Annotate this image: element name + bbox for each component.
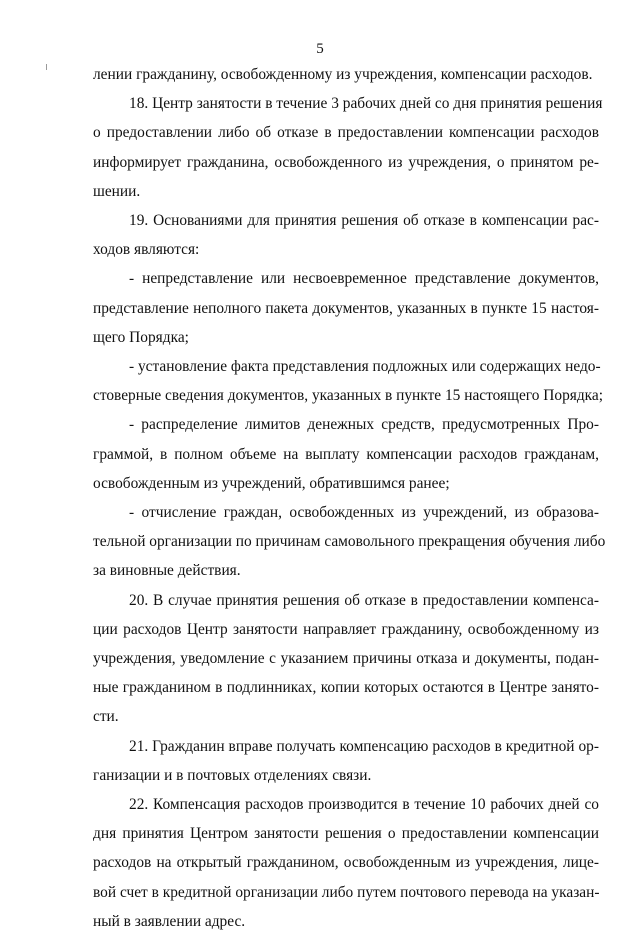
- page-number: 5: [316, 41, 324, 57]
- text-line: информирует гражданина, освобожденного из учреждения, о принятом ре-: [93, 153, 599, 171]
- text-line: тельной организации по причинам самовольного прекращения обучения либо: [93, 533, 606, 551]
- text-line: представление неполного пакета документов, указанных в пункте 15 настоя-: [93, 299, 599, 317]
- text-line: ции расходов Центр занятости направляет гражданину, освобожденному из: [93, 620, 599, 638]
- text-line: - установление факта представления подложных или содержащих недо-: [129, 358, 601, 375]
- text-line: 19. Основаниями для принятия решения об отказе в компенсации рас-: [129, 212, 599, 229]
- text-line: шении.: [93, 182, 141, 200]
- scan-edge-mark: [46, 64, 47, 70]
- text-line: расходов на открытый гражданином, освобожденным из учреждения, лице-: [93, 854, 599, 872]
- text-line: - распределение лимитов денежных средств, предусмотренных Про-: [129, 416, 599, 434]
- text-line: 20. В случае принятия решения об отказе в предоставлении компенса-: [129, 591, 599, 609]
- text-line: стоверные сведения документов, указанных в пункте 15 настоящего Порядка;: [93, 387, 604, 405]
- text-line: за виновные действия.: [93, 562, 241, 580]
- text-line: 21. Гражданин вправе получать компенсацию расходов в кредитной ор-: [129, 737, 599, 755]
- text-line: учреждения, уведомление с указанием причины отказа и документы, подан-: [93, 650, 599, 667]
- text-line: 18. Центр занятости в течение 3 рабочих дней со дня принятия решения: [129, 95, 603, 113]
- text-line: граммой, в полном объеме на выплату компенсации расходов гражданам,: [93, 445, 599, 463]
- text-line: - непредставление или несвоевременное представление документов,: [129, 270, 599, 288]
- text-line: дня принятия Центром занятости решения о предоставлении компенсации: [93, 825, 599, 843]
- text-line: ные гражданином в подлинниках, копии которых остаются в Центре занято-: [93, 679, 599, 697]
- text-line: ходов являются:: [93, 241, 200, 259]
- text-line: ганизации и в почтовых отделениях связи.: [93, 766, 372, 784]
- text-line: лении гражданину, освобожденному из учреждения, компенсации расходов.: [93, 66, 593, 83]
- text-line: - отчисление граждан, освобожденных из учреждений, из образова-: [129, 504, 599, 521]
- text-line: вой счет в кредитной организации либо путем почтового перевода на указан-: [93, 883, 600, 901]
- text-line: ный в заявлении адрес.: [93, 912, 246, 930]
- text-line: 22. Компенсация расходов производится в течение 10 рабочих дней со: [129, 796, 599, 813]
- text-line: сти.: [93, 708, 119, 726]
- text-line: освобожденным из учреждений, обратившимся ранее;: [93, 474, 450, 492]
- text-line: о предоставлении либо об отказе в предоставлении компенсации расходов: [93, 124, 599, 142]
- text-line: щего Порядка;: [93, 328, 189, 346]
